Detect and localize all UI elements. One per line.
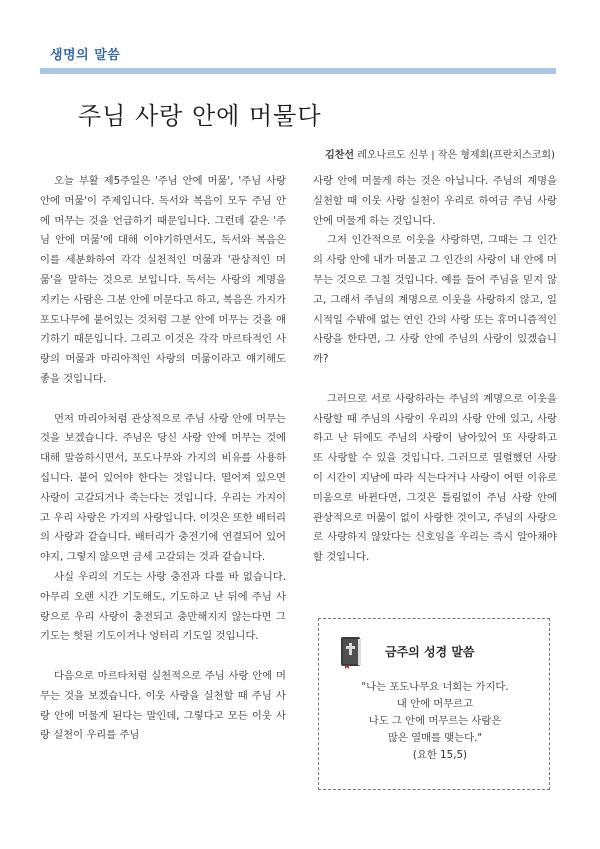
paragraph: 오늘 부활 제5주일은 '주님 안에 머묾', '주님 사랑 안에 머묾'이 주제입니다. 독서와 복음이 모두 주님 안에 머무는 것을 언급하기 때문입니다. 그런데 같은 '주님 안에 머묾'에 대해 이야기하면서도, 독서와 복음은 이를 세분화하여 각각 실천적인 머묾과 '관상적인 머묾'을 말하는 것으로 보입니다. 독서는 사랑의 계명을 지키는 사람은 그분 안에 머문다고 하고, 복음은 가지가 포도나무에 붙어있는 것처럼 그분 안에 머무는 것을 얘기하기 때문입니다. 그리고 이것은 각각 마르타적인 사랑의 머묾과 마리아적인 사랑의 머묾이라고 얘기해도 좋을 것입니다.	[40, 175, 286, 385]
paragraph: 먼저 마리아처럼 관상적으로 주님 사랑 안에 머무는 것을 보겠습니다. 주님은 당신 사랑 안에 머무는 것에 대해 말씀하시면서, 포도나무와 가지의 비유를 사용하십니다. 붙어 있어야 한다는 것입니다. 떨어져 있으면 사랑이 고갈되거나 죽는다는 것입니다. 우리는 가지이고 우리 사랑은 가지의 사랑입니다. 이것은 또한 배터리의 사랑과 같습니다. 배터리가 충전기에 연결되어 있어야지, 그렇지 않으면 금세 고갈되는 것과 같습니다.	[40, 412, 286, 564]
verse-line: 내 안에 머무르고	[396, 698, 474, 710]
verse-box-title: 금주의 성경 말씀	[385, 645, 475, 659]
bible-book-icon	[339, 635, 363, 669]
section-label: 생명의 말씀	[50, 48, 121, 63]
left-column	[40, 172, 286, 746]
paragraph: 다음으로 마르타처럼 실천적으로 주님 사랑 안에 머무는 것을 보겠습니다. 이웃 사랑을 실천할 때 주님 사랑 안에 머물게 된다는 말인데, 그렇다고 모든 이웃 사랑 실천이 우리를 주님	[40, 669, 286, 742]
paragraph: 그러므로 서로 사랑하라는 주님의 계명으로 이웃을 사랑할 때 주님의 사랑이 우리의 사랑 안에 있고, 사랑하고 난 뒤에도 주님의 사랑이 남아있어 또 사랑하고 또 사랑할 수 있을 것입니다. 그러므로 열렬했던 사랑이 시간이 지남에 따라 식는다거나 사랑이 어떤 이유로 미움으로 바뀐다면, 그것은 틀림없이 주님 사랑 안에 관상적으로 머묾이 없이 사랑한 것이고, 주님의 사랑으로 사랑하지 않았다는 신호임을 우리는 즉시 알아채야 할 것입니다.	[313, 392, 557, 564]
paragraph: 사랑 안에 머물게 하는 것은 아닙니다. 주님의 계명을 실천할 때 이웃 사랑 실천이 우리로 하여금 주님 사랑 안에 머물게 하는 것입니다.	[313, 175, 557, 227]
verse-line: "나는 포도나무요 너희는 가지다.	[361, 681, 509, 693]
right-column	[313, 172, 557, 568]
paragraph: 그저 인간적으로 이웃을 사랑하면, 그때는 그 인간의 사랑 안에 내가 머물고 그 인간의 사랑이 내 안에 머무는 것으로 그칠 것입니다. 예를 들어 주님을 믿지 않고, 그래서 주님의 계명으로 이웃을 사랑하지 않고, 일시적일 수밖에 없는 연인 간의 사랑 또는 휴머니즘적인 사랑을 한다면, 그 사랑 안에 주님의 사랑이 있겠습니까?	[313, 234, 557, 366]
article-title: 주님 사랑 안에 머물다	[78, 102, 322, 130]
verse-text	[329, 679, 541, 764]
verse-line: 많은 열매를 맺는다."	[387, 732, 483, 744]
byline-affiliation: 레오나르도 신부 | 작은 형제회(프란치스코회)	[354, 150, 555, 161]
byline-author: 김찬선	[325, 150, 355, 161]
weekly-verse-box	[318, 618, 550, 790]
header-rule	[40, 68, 556, 74]
verse-line: 나도 그 안에 머무르는 사람은	[368, 715, 502, 727]
paragraph: 사실 우리의 기도는 사랑 충전과 다를 바 없습니다. 아무리 오랜 시간 기도해도, 기도하고 난 뒤에 주님 사랑으로 우리 사랑이 충전되고 충만해지지 않는다면 그 기도는 헛된 기도이거나 엉터리 기도일 것입니다.	[40, 570, 286, 643]
byline	[325, 146, 555, 161]
verse-reference: (요한 15,5)	[412, 749, 468, 761]
